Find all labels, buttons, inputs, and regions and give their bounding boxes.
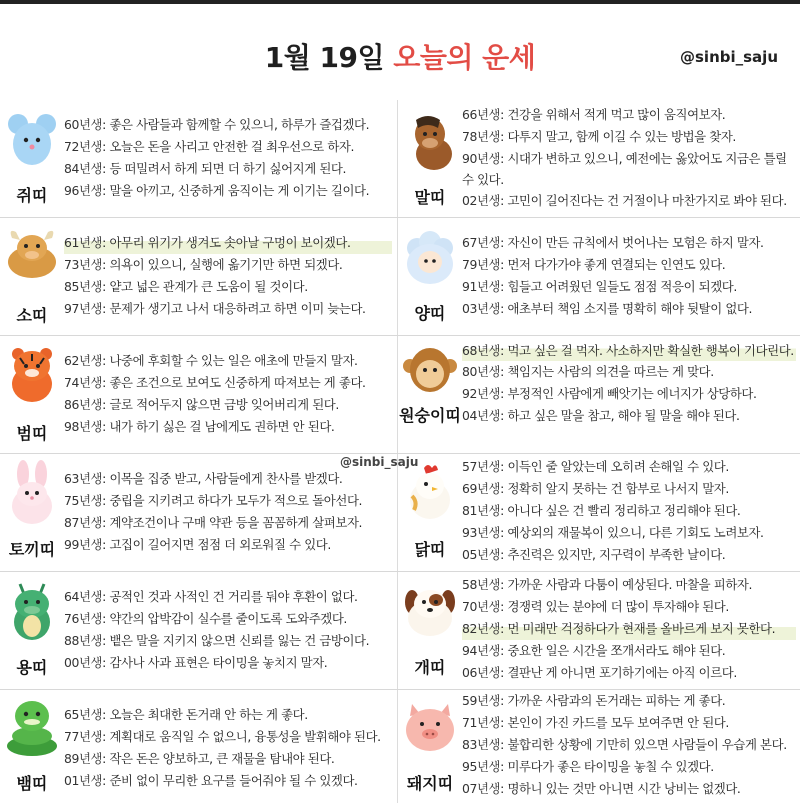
zodiac-cell-ox (0, 218, 396, 335)
watermark: @sinbi_saju (340, 455, 419, 469)
zodiac-label: 쥐띠 (16, 186, 48, 205)
zodiac-cell-horse (398, 100, 800, 217)
zodiac-cell-rabbit (0, 454, 396, 571)
fortune-line: 67년생: 자신이 만든 규칙에서 벗어나는 모험은 하지 말자. (462, 235, 764, 250)
zodiac-cell-pig (398, 690, 800, 803)
fortune-line: 61년생: 아무리 위기가 생겨도 솟아날 구멍이 보이겠다. (64, 232, 392, 254)
fortune-line: 74년생: 좋은 조건으로 보여도 신중하게 따져보는 게 좋다. (64, 375, 366, 390)
fortune-line: 63년생: 이목을 집중 받고, 사람들에게 찬사를 받겠다. (64, 471, 343, 486)
fortune-line: 95년생: 미루다가 좋은 타이밍을 놓칠 수 있겠다. (462, 759, 714, 774)
zodiac-cell-rat (0, 100, 396, 217)
dragon-icon (4, 578, 60, 642)
fortune-line: 98년생: 내가 하기 싫은 걸 남에게도 권하면 안 된다. (64, 419, 335, 434)
fortune-line: 91년생: 힘들고 어려웠던 일들도 점점 적응이 되겠다. (462, 279, 737, 294)
fortune-line: 85년생: 얕고 넓은 관계가 큰 도움이 될 것이다. (64, 279, 308, 294)
zodiac-label: 말띠 (414, 188, 446, 207)
fortune-line: 65년생: 오늘은 최대한 돈거래 안 하는 게 좋다. (64, 707, 308, 722)
fortune-line: 02년생: 고민이 길어진다는 건 거절이나 마찬가지로 봐야 된다. (462, 193, 787, 208)
fortune-line: 01년생: 준비 없이 무리한 요구를 들어줘야 될 수 있겠다. (64, 773, 358, 788)
zodiac-cell-rooster (398, 454, 800, 571)
zodiac-label: 원숭이띠 (399, 406, 461, 425)
fortune-line: 58년생: 가까운 사람과 다툼이 예상된다. 마찰을 피하자. (462, 577, 753, 592)
mouse-icon (4, 110, 60, 168)
fortune-line: 66년생: 건강을 위해서 적게 먹고 많이 움직여보자. (462, 107, 726, 122)
fortune-line: 07년생: 명하니 있는 것만 아니면 시간 낭비는 없겠다. (462, 781, 741, 796)
zodiac-label: 개띠 (414, 658, 446, 677)
pig-icon (402, 696, 458, 754)
fortune-line: 05년생: 추진력은 있지만, 지구력이 부족한 날이다. (462, 547, 726, 562)
fortune-line: 81년생: 아니다 싶은 건 빨리 정리하고 정리해야 된다. (462, 503, 741, 518)
fortune-line: 87년생: 계약조건이나 구매 약관 등을 꼼꼼하게 살펴보자. (64, 515, 363, 530)
tiger-icon (4, 344, 60, 404)
fortune-line: 70년생: 경쟁력 있는 분야에 더 많이 투자해야 된다. (462, 599, 729, 614)
dog-icon (402, 580, 458, 638)
fortune-line: 99년생: 고집이 길어지면 점점 더 외로워질 수 있다. (64, 537, 331, 552)
horse-icon (402, 110, 458, 172)
zodiac-label: 범띠 (16, 424, 48, 443)
fortune-line: 06년생: 결판난 게 아니면 포기하기에는 아직 이르다. (462, 665, 737, 680)
zodiac-label: 용띠 (16, 658, 48, 677)
zodiac-cell-dragon (0, 572, 396, 689)
fortune-line: 94년생: 중요한 일은 시간을 쪼개서라도 해야 된다. (462, 643, 726, 658)
sheep-icon (402, 228, 458, 288)
fortune-line: 97년생: 문제가 생기고 나서 대응하려고 하면 이미 늦는다. (64, 301, 366, 316)
zodiac-label: 양띠 (414, 304, 446, 323)
zodiac-cell-tiger (0, 336, 396, 453)
fortune-line: 76년생: 약간의 압박감이 실수를 줄이도록 도와주겠다. (64, 611, 347, 626)
fortune-line: 03년생: 애초부터 책임 소지를 명확히 해야 뒷탈이 없다. (462, 301, 753, 316)
fortune-line: 60년생: 좋은 사람들과 함께할 수 있으니, 하루가 즐겁겠다. (64, 117, 370, 132)
rooster-icon (402, 462, 458, 522)
fortune-line: 89년생: 작은 돈은 양보하고, 큰 재물을 탐내야 된다. (64, 751, 335, 766)
fortune-line: 04년생: 하고 싶은 말을 참고, 해야 될 말을 해야 된다. (462, 408, 740, 423)
fortune-line: 92년생: 부정적인 사람에게 빼앗기는 에너지가 상당하다. (462, 386, 757, 401)
rabbit-icon (4, 460, 60, 526)
snake-icon (4, 696, 60, 758)
title-date: 1월 19일 (264, 41, 394, 74)
zodiac-label: 돼지띠 (406, 774, 454, 793)
fortune-line: 90년생: 시대가 변하고 있으니, 예전에는 옳았어도 지금은 틀릴 수 있다. (462, 151, 787, 187)
fortune-line: 88년생: 뱉은 말을 지키지 않으면 신뢰를 잃는 건 금방이다. (64, 633, 370, 648)
title-subject: 오늘의 운세 (393, 41, 536, 74)
zodiac-label: 토끼띠 (8, 540, 56, 559)
fortune-grid (0, 100, 800, 803)
zodiac-cell-snake (0, 690, 396, 803)
fortune-line: 79년생: 먼저 다가가야 좋게 연결되는 인연도 있다. (462, 257, 726, 272)
fortune-line: 84년생: 등 떠밀려서 하게 되면 더 하기 싫어지게 된다. (64, 161, 346, 176)
fortune-line: 00년생: 감사나 사과 표현은 타이밍을 놓치지 말자. (64, 655, 328, 670)
fortune-line: 75년생: 중립을 지키려고 하다가 모두가 적으로 돌아선다. (64, 493, 363, 508)
fortune-line: 77년생: 계획대로 움직일 수 없으니, 융통성을 발휘해야 된다. (64, 729, 381, 744)
fortune-line: 69년생: 정확히 알지 못하는 건 함부로 나서지 말자. (462, 481, 729, 496)
zodiac-cell-dog (398, 572, 800, 689)
header (0, 4, 800, 100)
fortune-line: 96년생: 말을 아끼고, 신중하게 움직이는 게 이기는 길이다. (64, 183, 370, 198)
zodiac-label: 닭띠 (414, 540, 446, 559)
fortune-line: 71년생: 본인이 가진 카드를 모두 보여주면 안 된다. (462, 715, 729, 730)
fortune-line: 82년생: 먼 미래만 걱정하다가 현재를 올바르게 보지 못한다. (462, 618, 796, 640)
fortune-line: 57년생: 이득인 줄 알았는데 오히려 손해일 수 있다. (462, 459, 729, 474)
fortune-line: 83년생: 불합리한 상황에 기만히 있으면 사람들이 우습게 본다. (462, 737, 787, 752)
account-handle: @sinbi_saju (680, 48, 778, 66)
zodiac-cell-monkey (398, 336, 800, 453)
fortune-line: 64년생: 공적인 것과 사적인 건 거리를 둬야 후환이 없다. (64, 589, 358, 604)
fortune-line: 59년생: 가까운 사람과의 돈거래는 피하는 게 좋다. (462, 693, 726, 708)
fortune-line: 68년생: 먹고 싶은 걸 먹자. 사소하지만 확실한 행복이 기다린다. (462, 340, 796, 361)
fortune-line: 93년생: 예상외의 재물복이 있으니, 다른 기회도 노려보자. (462, 525, 764, 540)
fortune-line: 73년생: 의욕이 있으니, 실행에 옮기기만 하면 되겠다. (64, 257, 343, 272)
zodiac-label: 소띠 (16, 306, 48, 325)
fortune-line: 80년생: 책임지는 사람의 의견을 따르는 게 맞다. (462, 364, 714, 379)
fortune-line: 62년생: 나중에 후회할 수 있는 일은 애초에 만들지 말자. (64, 353, 358, 368)
zodiac-cell-sheep (398, 218, 800, 335)
fortune-line: 86년생: 글로 적어두지 않으면 금방 잊어버리게 된다. (64, 397, 339, 412)
fortune-line: 72년생: 오늘은 돈을 사리고 안전한 걸 최우선으로 하자. (64, 139, 355, 154)
monkey-icon (402, 342, 458, 400)
ox-icon (4, 224, 60, 282)
fortune-line: 78년생: 다투지 말고, 함께 이길 수 있는 방법을 찾자. (462, 129, 736, 144)
zodiac-label: 뱀띠 (16, 774, 48, 793)
